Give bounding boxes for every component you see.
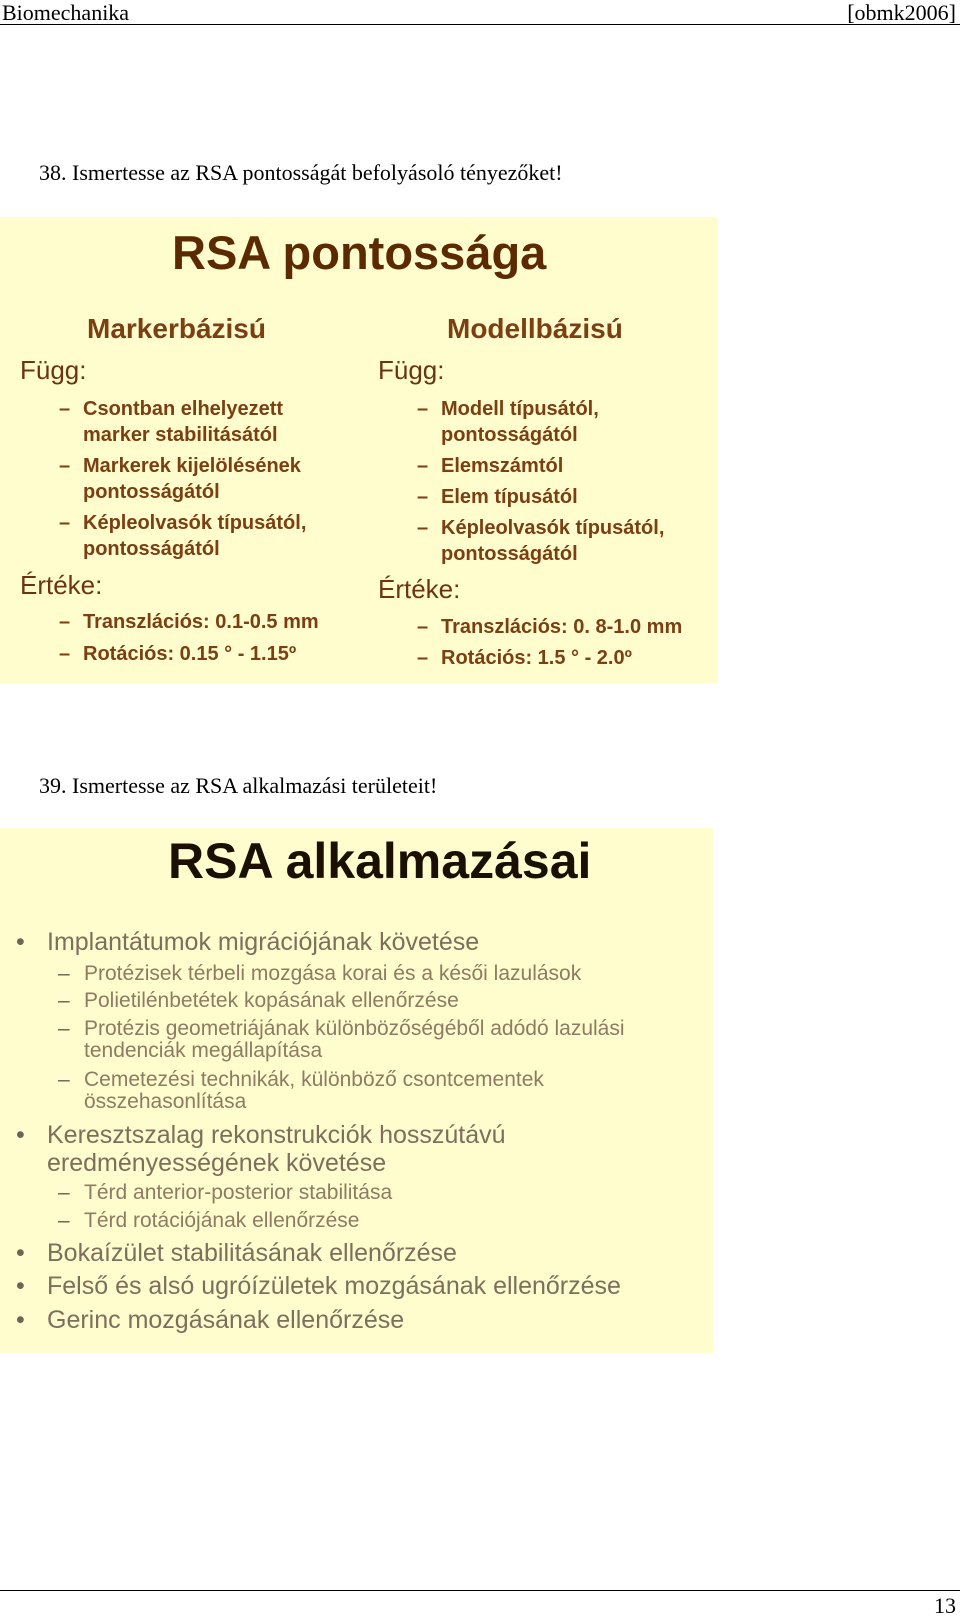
dash-glyph: – <box>58 1068 70 1091</box>
dash-glyph: – <box>417 517 429 539</box>
header-rule <box>0 24 960 25</box>
left-depends-item: – Markerek kijelölésének pontosságától <box>59 455 301 503</box>
dash-glyph: – <box>59 455 71 477</box>
slide-title: RSA alkalmazásai <box>168 833 592 889</box>
dash-glyph: – <box>58 1017 70 1040</box>
application-sub-item: – Térd anterior-posterior stabilitása <box>58 1181 393 1204</box>
application-bullet: • Bokaízület stabilitásának ellenőrzése <box>16 1239 457 1267</box>
right-value-item: – Rotációs: 1.5 ° - 2.0º <box>417 647 632 669</box>
running-header-code: [obmk2006] <box>847 0 956 25</box>
left-depends-item: – Képleolvasók típusától, pontosságától <box>59 512 307 560</box>
left-value-item: – Rotációs: 0.15 ° - 1.15º <box>59 643 297 665</box>
dash-glyph: – <box>58 1181 70 1204</box>
bullet-glyph: • <box>16 1121 25 1149</box>
application-sub-item: – Polietilénbetétek kopásának ellenőrzése <box>58 989 459 1012</box>
right-value-item: – Transzlációs: 0. 8-1.0 mm <box>417 616 683 638</box>
application-bullet: • Felső és alsó ugróízületek mozgásának ellenőrzése <box>16 1272 621 1300</box>
footer-rule <box>0 1590 960 1591</box>
question-38: 38. Ismertesse az RSA pontosságát befolyásoló tényezőket! <box>39 160 563 185</box>
dash-glyph: – <box>59 643 71 665</box>
right-depends-item: – Modell típusától, pontosságától <box>417 398 599 446</box>
left-value-item: – Transzlációs: 0.1-0.5 mm <box>59 611 319 633</box>
dash-glyph: – <box>417 616 429 638</box>
right-depends-label: Függ: <box>378 355 445 385</box>
application-bullet: • Keresztszalag rekonstrukciók hosszútávú eredményességének követése <box>16 1121 506 1177</box>
right-value-label: Értéke: <box>378 574 461 604</box>
dash-glyph: – <box>58 962 70 985</box>
dash-glyph: – <box>417 455 429 477</box>
model-based-heading: Modellbázisú <box>447 313 623 344</box>
dash-glyph: – <box>417 398 429 420</box>
application-bullet: • Implantátumok migrációjának követése <box>16 928 480 956</box>
application-sub-item: – Cemetezési technikák, különböző csontcementek összehasonlítása <box>58 1068 544 1113</box>
dash-glyph: – <box>417 647 429 669</box>
application-sub-item: – Protézis geometriájának különbözőségéből adódó lazulási tendenciák megállapítása <box>58 1017 625 1062</box>
slide-rsa-applications <box>0 828 713 1353</box>
right-depends-item: – Képleolvasók típusától, pontosságától <box>417 517 665 565</box>
bullet-glyph: • <box>16 1272 25 1300</box>
dash-glyph: – <box>59 512 71 534</box>
application-sub-item: – Protézisek térbeli mozgása korai és a késői lazulások <box>58 962 582 985</box>
dash-glyph: – <box>59 398 71 420</box>
left-depends-label: Függ: <box>20 355 87 385</box>
question-39: 39. Ismertesse az RSA alkalmazási területeit! <box>39 773 438 798</box>
dash-glyph: – <box>59 611 71 633</box>
page-number: 13 <box>934 1593 956 1618</box>
dash-glyph: – <box>58 989 70 1012</box>
right-depends-item: – Elem típusától <box>417 486 578 508</box>
bullet-glyph: • <box>16 1306 25 1334</box>
slide-title: RSA pontossága <box>172 226 547 279</box>
bullet-glyph: • <box>16 1239 25 1267</box>
left-value-label: Értéke: <box>20 570 103 600</box>
dash-glyph: – <box>417 486 429 508</box>
slide-rsa-accuracy <box>0 217 718 683</box>
application-sub-item: – Térd rotációjának ellenőrzése <box>58 1209 360 1232</box>
dash-glyph: – <box>58 1209 70 1232</box>
right-depends-item: – Elemszámtól <box>417 455 564 477</box>
marker-based-heading: Markerbázisú <box>87 313 266 344</box>
application-bullet: • Gerinc mozgásának ellenőrzése <box>16 1306 405 1334</box>
running-header-title: Biomechanika <box>2 0 130 25</box>
bullet-glyph: • <box>16 928 25 956</box>
left-depends-item: – Csontban elhelyezett marker stabilitásától <box>59 398 284 446</box>
